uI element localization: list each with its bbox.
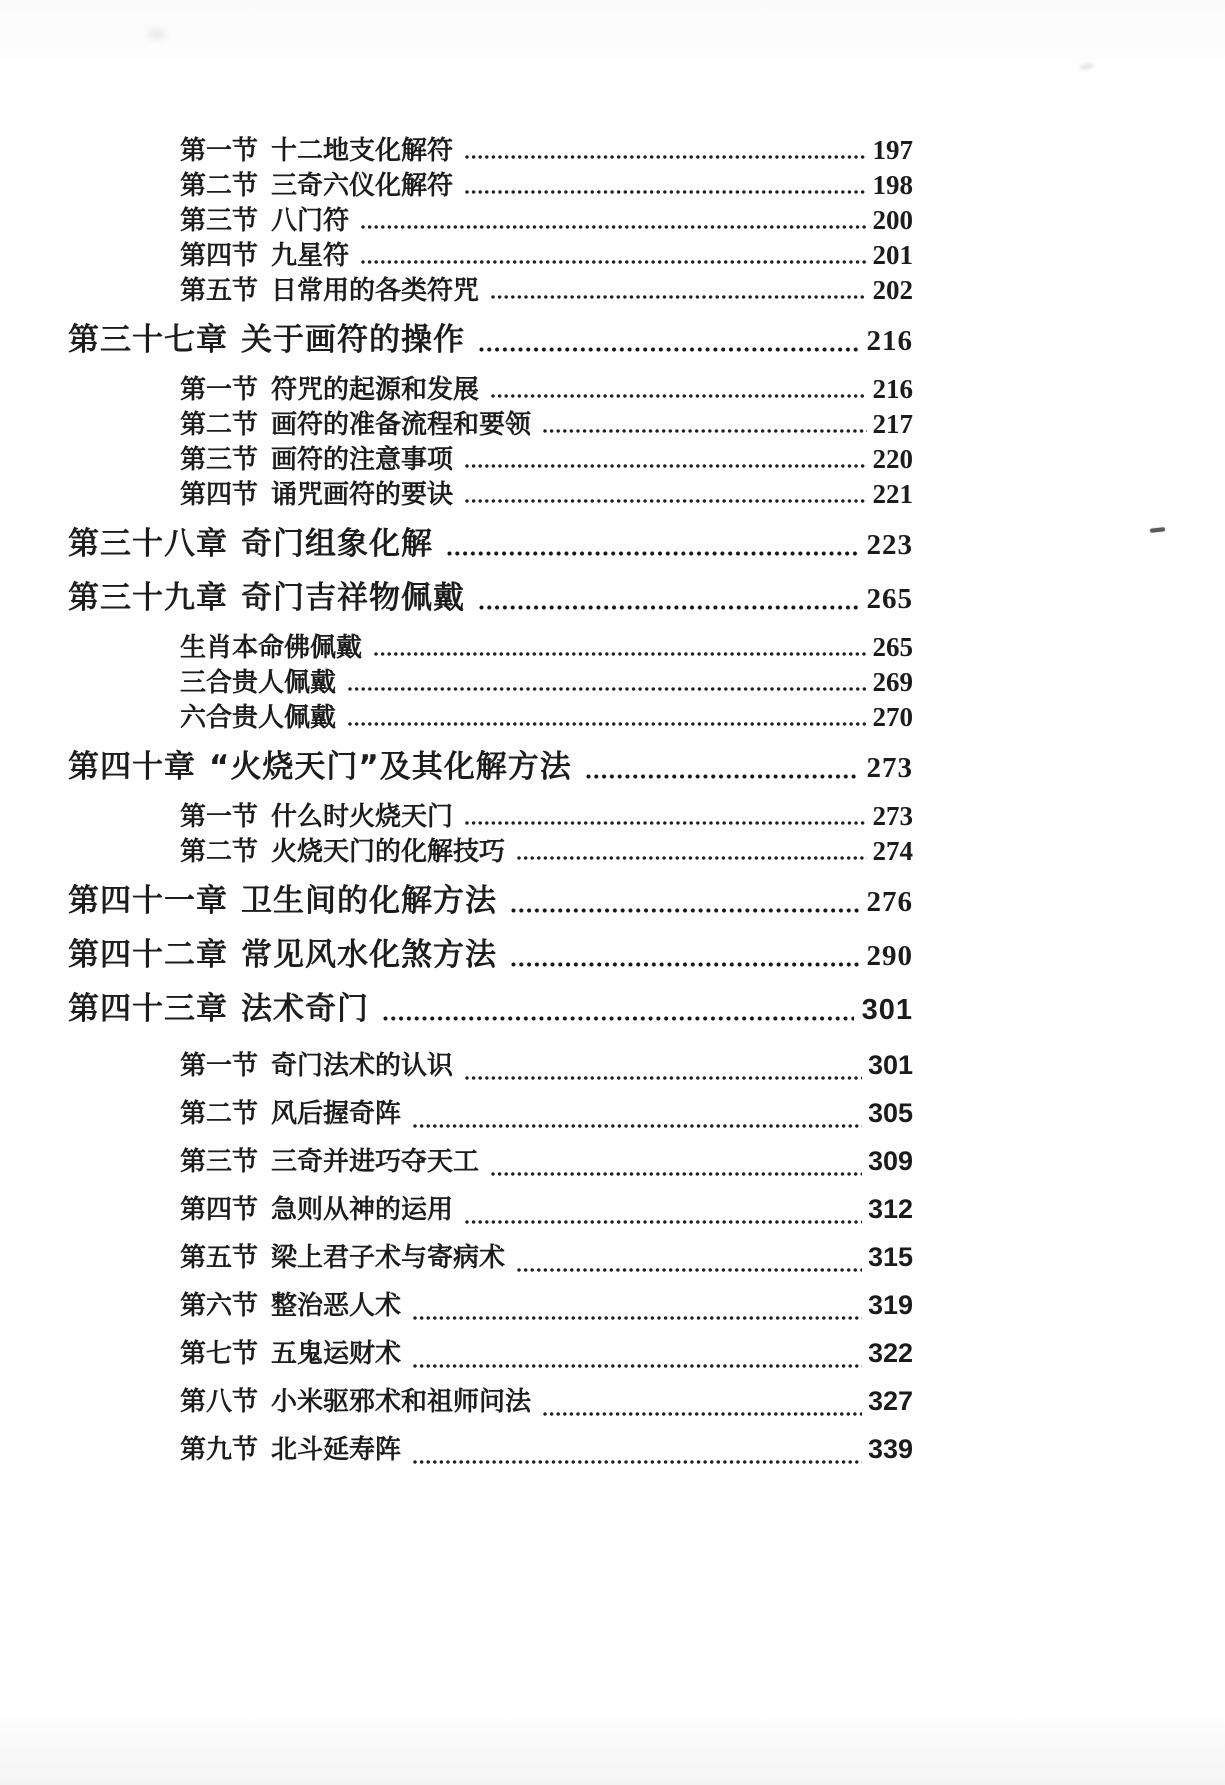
toc-entry <box>68 1377 913 1425</box>
toc-entry-title: 画符的注意事项 <box>271 445 454 474</box>
toc-entry-title: 生肖本命佛佩戴 <box>180 633 363 662</box>
toc-entry-title: 六合贵人佩戴 <box>180 703 337 732</box>
toc-entry <box>68 1329 913 1377</box>
toc-chapter-label: 第三十七章 <box>68 322 228 358</box>
toc-entry-title: 奇门法术的认识 <box>271 1051 454 1080</box>
toc-entry <box>68 1425 913 1473</box>
dot-leader <box>464 463 866 469</box>
toc-entry-label: 第三节 <box>180 1147 259 1176</box>
toc-entry-label: 第六节 <box>180 1291 259 1320</box>
toc-entry-title: 急则从神的运用 <box>271 1195 454 1224</box>
dot-leader <box>510 907 859 914</box>
dot-leader <box>464 498 866 504</box>
toc-chapter-page: 276 <box>866 886 913 918</box>
toc-entry-label: 第七节 <box>180 1339 259 1368</box>
toc-chapter-entry <box>68 879 913 923</box>
toc-chapter-entry <box>68 933 913 977</box>
toc-entry-title: 风后握奇阵 <box>271 1099 402 1128</box>
toc-entry-title: 五鬼运财术 <box>271 1339 402 1368</box>
dot-leader <box>464 1075 862 1081</box>
dot-leader <box>478 604 859 611</box>
dot-leader <box>490 393 866 399</box>
toc-chapter-entry <box>68 318 913 362</box>
toc-entry-page: 327 <box>867 1386 913 1416</box>
toc-entry-label: 第四节 <box>180 480 259 509</box>
dot-leader <box>360 259 866 265</box>
toc-chapter-page: 216 <box>866 325 913 357</box>
toc-entry <box>68 168 913 203</box>
toc-entry-page: 319 <box>867 1290 913 1320</box>
toc-entry-title: 什么时火烧天门 <box>271 802 454 831</box>
toc-chapter-title: 关于画符的操作 <box>241 322 465 358</box>
dot-leader <box>464 1219 862 1225</box>
toc-entry-title: 小米驱邪术和祖师问法 <box>271 1387 532 1416</box>
toc-chapter-entry <box>68 576 913 620</box>
dot-leader <box>360 224 866 230</box>
toc-entry <box>68 442 913 477</box>
dot-leader <box>347 721 866 727</box>
dot-leader <box>347 686 866 692</box>
toc-entry-page: 217 <box>872 409 913 439</box>
toc-entry-page: 270 <box>872 702 913 732</box>
toc-entry-title: 三奇六仪化解符 <box>271 171 454 200</box>
toc-entry-title: 八门符 <box>271 206 350 235</box>
toc-chapter-label: 第四十一章 <box>68 883 228 919</box>
toc-entry-page: 216 <box>872 374 913 404</box>
toc-entry <box>68 238 913 273</box>
toc-entry <box>68 477 913 512</box>
toc-entry-page: 309 <box>867 1146 913 1176</box>
toc-entry-page: 200 <box>872 205 913 235</box>
dot-leader <box>446 550 859 557</box>
toc-chapter-title: 奇门吉祥物佩戴 <box>241 580 465 616</box>
toc-entry-page: 312 <box>867 1194 913 1224</box>
toc-page <box>68 133 913 1473</box>
toc-chapter-title: 奇门组象化解 <box>241 526 433 562</box>
toc-entry-page: 315 <box>867 1242 913 1272</box>
toc-entry <box>68 203 913 238</box>
toc-chapter-label: 第四十章 <box>68 749 196 785</box>
toc-entry-label: 第八节 <box>180 1387 259 1416</box>
toc-entry <box>68 630 913 665</box>
toc-entry-title: 北斗延寿阵 <box>271 1435 402 1464</box>
toc-entry-label: 第一节 <box>180 802 259 831</box>
toc-entry-title: 三奇并进巧夺天工 <box>271 1147 480 1176</box>
toc-entry-title: 符咒的起源和发展 <box>271 375 480 404</box>
toc-entry-label: 第九节 <box>180 1435 259 1464</box>
toc-entry <box>68 1089 913 1137</box>
toc-entry-label: 第四节 <box>180 241 259 270</box>
toc-entry-page: 198 <box>872 170 913 200</box>
toc-entry <box>68 1137 913 1185</box>
dot-leader <box>516 855 866 861</box>
dot-leader <box>412 1363 862 1369</box>
toc-entry <box>68 372 913 407</box>
toc-entry-label: 第三节 <box>180 445 259 474</box>
toc-chapter-label: 第三十八章 <box>68 526 228 562</box>
toc-entry-title: 火烧天门的化解技巧 <box>271 837 506 866</box>
toc-entry <box>68 1185 913 1233</box>
toc-entry-label: 第二节 <box>180 410 259 439</box>
toc-chapter-entry <box>68 745 913 789</box>
dot-leader <box>542 1411 862 1417</box>
scan-smudge <box>148 28 166 40</box>
dot-leader <box>510 961 859 968</box>
dot-leader <box>412 1315 862 1321</box>
dot-leader <box>373 651 866 657</box>
toc-entry-page: 305 <box>867 1098 913 1128</box>
toc-entry-label: 第一节 <box>180 136 259 165</box>
toc-entry-title: 九星符 <box>271 241 350 270</box>
toc-chapter-entry <box>68 522 913 566</box>
toc-entry <box>68 799 913 834</box>
toc-chapter-page: 273 <box>866 752 913 784</box>
toc-entry <box>68 665 913 700</box>
toc-entry-title: 梁上君子术与寄病术 <box>271 1243 506 1272</box>
toc-chapter-label: 第四十三章 <box>68 991 228 1027</box>
toc-entry-page: 273 <box>872 801 913 831</box>
dot-leader <box>585 773 859 780</box>
toc-entry <box>68 1041 913 1089</box>
toc-entry-title: 画符的准备流程和要领 <box>271 410 532 439</box>
toc-chapter-title: 卫生间的化解方法 <box>241 883 497 919</box>
toc-entry-page: 201 <box>872 240 913 270</box>
dot-leader <box>382 1015 854 1022</box>
toc-entry-label: 第四节 <box>180 1195 259 1224</box>
toc-entry-page: 301 <box>867 1050 913 1080</box>
scan-smudge <box>1080 63 1094 71</box>
dot-leader <box>464 820 866 826</box>
toc-entry <box>68 273 913 308</box>
toc-entry-page: 197 <box>872 135 913 165</box>
toc-entry-title: 三合贵人佩戴 <box>180 668 337 697</box>
toc-chapter-title: 常见风水化煞方法 <box>241 937 497 973</box>
toc-entry <box>68 407 913 442</box>
toc-chapter-title: 法术奇门 <box>241 991 369 1027</box>
toc-entry-label: 第五节 <box>180 1243 259 1272</box>
toc-entry-label: 第五节 <box>180 276 259 305</box>
dot-leader <box>490 1171 862 1177</box>
toc-entry-page: 202 <box>872 275 913 305</box>
toc-entry-title: 整治恶人术 <box>271 1291 402 1320</box>
toc-entry-label: 第二节 <box>180 171 259 200</box>
toc-entry-page: 220 <box>872 444 913 474</box>
toc-entry-label: 第二节 <box>180 837 259 866</box>
toc-entry-page: 322 <box>867 1338 913 1368</box>
toc-entry-label: 第一节 <box>180 1051 259 1080</box>
dot-leader <box>412 1459 862 1465</box>
toc-entry-label: 第一节 <box>180 375 259 404</box>
dot-leader <box>412 1123 862 1129</box>
toc-entry-title: 日常用的各类符咒 <box>271 276 480 305</box>
dot-leader <box>464 154 866 160</box>
toc-chapter-label: 第四十二章 <box>68 937 228 973</box>
toc-entry-title: 十二地支化解符 <box>271 136 454 165</box>
toc-chapter-page: 290 <box>866 940 913 972</box>
toc-entry-page: 339 <box>867 1434 913 1464</box>
toc-chapter-title: “火烧天门”及其化解方法 <box>209 749 572 785</box>
toc-chapter-page: 301 <box>861 994 913 1026</box>
dot-leader <box>490 294 866 300</box>
toc-entry-label: 第二节 <box>180 1099 259 1128</box>
toc-chapter-page: 265 <box>866 583 913 615</box>
toc-entry-label: 第三节 <box>180 206 259 235</box>
toc-chapter-label: 第三十九章 <box>68 580 228 616</box>
toc-entry-page: 221 <box>872 479 913 509</box>
toc-entry-title: 诵咒画符的要诀 <box>271 480 454 509</box>
toc-entry <box>68 700 913 735</box>
toc-chapter-entry <box>68 987 913 1031</box>
toc-entry <box>68 834 913 869</box>
toc-chapter-page: 223 <box>866 529 913 561</box>
dot-leader <box>464 189 866 195</box>
toc-entry-page: 269 <box>872 667 913 697</box>
scan-ink-mark <box>1150 527 1165 532</box>
toc-entry <box>68 133 913 168</box>
toc-entry <box>68 1281 913 1329</box>
dot-leader <box>516 1267 862 1273</box>
toc-entry-page: 265 <box>872 632 913 662</box>
toc-entry <box>68 1233 913 1281</box>
toc-entry-page: 274 <box>872 836 913 866</box>
dot-leader <box>542 428 866 434</box>
dot-leader <box>478 346 859 353</box>
